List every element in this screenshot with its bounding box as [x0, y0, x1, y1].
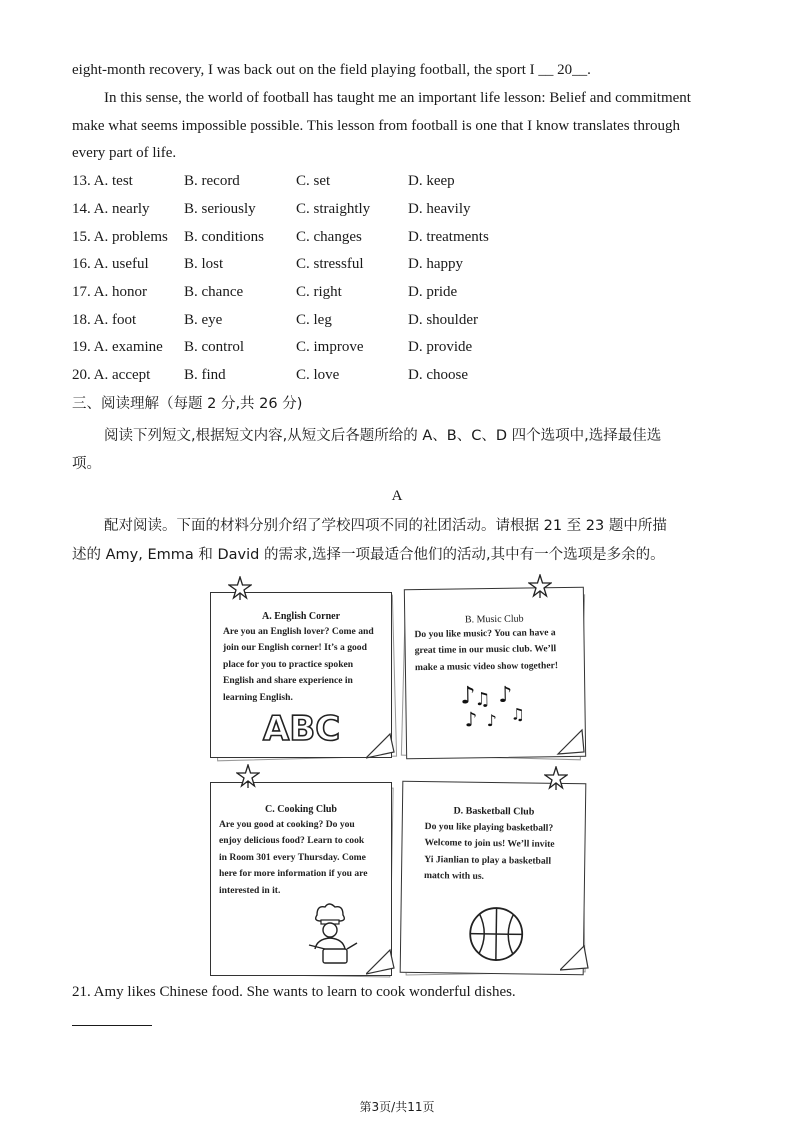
option-a: 20. A. accept	[72, 367, 151, 383]
star-icon	[528, 574, 552, 598]
music-notes-icon: ♪ ♫ ♪ ♪ ♪ ♫	[460, 681, 526, 732]
abc-art-text: ABC	[263, 709, 341, 747]
passage-line-4: every part of life.	[72, 145, 177, 161]
option-a: 14. A. nearly	[72, 201, 150, 217]
card-line: Yi Jianlian to play a basketball	[424, 853, 552, 867]
option-a: 13. A. test	[72, 173, 133, 189]
option-c: C. stressful	[296, 256, 364, 272]
card-line: English and share experience in	[223, 675, 353, 687]
option-b: B. control	[184, 339, 244, 355]
star-icon	[228, 576, 252, 600]
option-d: D. choose	[408, 367, 468, 383]
card-title: A. English Corner	[261, 611, 341, 622]
question-21: 21. Amy likes Chinese food. She wants to learn to cook wonderful dishes.	[72, 984, 516, 1000]
card-body	[223, 624, 388, 706]
card-title: C. Cooking Club	[265, 804, 337, 815]
card-title: D. Basketball Club	[453, 805, 535, 818]
option-d: D. keep	[408, 173, 455, 189]
option-b: B. lost	[184, 256, 224, 272]
card-cooking-club	[210, 782, 392, 976]
option-c: C. set	[296, 173, 331, 189]
option-b: B. conditions	[184, 229, 265, 245]
card-line: enjoy delicious food? Learn to cook	[219, 835, 365, 847]
option-c: C. leg	[296, 312, 332, 328]
card-line: Are you good at cooking? Do you	[219, 819, 355, 830]
option-a: 16. A. useful	[72, 256, 149, 272]
option-b: B. eye	[184, 312, 223, 328]
card-basketball-club	[400, 781, 587, 976]
card-line: Are you an English lover? Come and	[223, 626, 374, 637]
option-c: C. love	[296, 367, 340, 383]
option-b: B. find	[184, 367, 226, 383]
option-c: C. improve	[296, 339, 364, 355]
card-body	[219, 817, 389, 899]
card-english-corner	[210, 592, 392, 758]
card-line: place for you to practice spoken	[223, 658, 354, 670]
card-body	[414, 625, 583, 677]
option-d: D. heavily	[408, 201, 471, 217]
instruction-line-1: 阅读下列短文,根据短文内容,从短文后各题所给的 A、B、C、D 四个选项中,选择最佳选	[104, 428, 662, 444]
star-icon	[544, 766, 568, 790]
chef-icon	[303, 903, 363, 967]
page-curl-icon	[366, 730, 396, 760]
option-c: C. changes	[296, 229, 362, 245]
option-a: 19. A. examine	[72, 339, 163, 355]
card-line: Do you like playing basketball?	[424, 821, 554, 834]
card-line: in Room 301 every Thursday. Come	[219, 851, 366, 863]
page-footer: 第3页/共11页	[359, 1100, 435, 1114]
abc-letters-icon	[259, 707, 355, 747]
passage-line-1: eight-month recovery, I was back out on the field playing football, the sport I __ 20__.	[72, 62, 591, 78]
option-c: C. right	[296, 284, 342, 300]
option-d: D. happy	[408, 256, 463, 272]
option-d: D. pride	[408, 284, 458, 300]
option-b: B. chance	[184, 284, 244, 300]
part-label: A	[391, 488, 403, 504]
page-curl-icon	[560, 944, 590, 974]
page-curl-icon	[556, 728, 586, 758]
card-line: match with us.	[423, 870, 485, 883]
option-c: C. straightly	[296, 201, 371, 217]
star-icon	[236, 764, 260, 788]
card-line: interested in it.	[219, 884, 281, 896]
card-line: Do you like music? You can have a	[414, 627, 556, 641]
card-line: join our English corner! It’s a good	[223, 642, 367, 654]
basketball-icon	[467, 905, 526, 964]
passage-line-3: make what seems impossible possible. This lesson from football is one that I know translates through	[72, 118, 680, 134]
passage-line-2: In this sense, the world of football has taught me an important life lesson: Belief and commitment	[104, 90, 691, 106]
option-d: D. treatments	[408, 229, 489, 245]
option-a: 18. A. foot	[72, 312, 137, 328]
card-line: Welcome to join us! We’ll invite	[424, 837, 555, 851]
section-heading: 三、阅读理解（每题 2 分,共 26 分)	[72, 396, 303, 412]
option-d: D. provide	[408, 339, 473, 355]
match-instruction-2: 述的 Amy, Emma 和 David 的需求,选择一项最适合他们的活动,其中有一个选项是多余的。	[72, 547, 665, 563]
card-line: make a music video show together!	[414, 659, 559, 673]
answer-blank[interactable]	[72, 1025, 152, 1026]
page-curl-icon	[366, 946, 396, 976]
card-line: here for more information if you are	[219, 868, 368, 880]
option-b: B. record	[184, 173, 240, 189]
option-d: D. shoulder	[408, 312, 478, 328]
match-instruction-1: 配对阅读。下面的材料分别介绍了学校四项不同的社团活动。请根据 21 至 23 题中所描	[104, 518, 667, 534]
option-a: 15. A. problems	[72, 229, 168, 245]
instruction-line-2: 项。	[72, 456, 101, 472]
option-b: B. seriously	[184, 201, 256, 217]
card-title: B. Music Club	[464, 613, 524, 626]
option-a: 17. A. honor	[72, 284, 147, 300]
card-line: learning English.	[223, 691, 293, 703]
card-body	[424, 819, 583, 887]
card-line: great time in our music club. We’ll	[414, 643, 557, 657]
